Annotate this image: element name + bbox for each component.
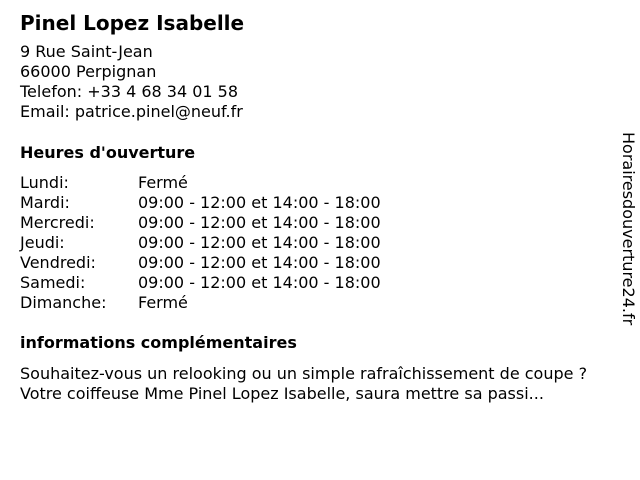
day-hours: Fermé [138,293,188,312]
day-hours: 09:00 - 12:00 et 14:00 - 18:00 [138,213,381,232]
business-card [20,10,610,404]
day-hours: 09:00 - 12:00 et 14:00 - 18:00 [138,253,381,272]
day-label: Mardi: [20,193,70,212]
address-street: 9 Rue Saint-Jean [20,42,153,61]
hours-row [20,253,610,273]
hours-table [20,173,610,313]
hours-heading: Heures d'ouverture [20,143,196,162]
day-label: Dimanche: [20,293,107,312]
hours-row [20,213,610,233]
contact-block [20,42,610,122]
hours-row [20,173,610,193]
hours-row [20,293,610,313]
day-label: Lundi: [20,173,69,192]
day-label: Jeudi: [20,233,65,252]
day-label: Vendredi: [20,253,96,272]
info-heading: informations complémentaires [20,333,297,352]
day-label: Samedi: [20,273,86,292]
day-hours: 09:00 - 12:00 et 14:00 - 18:00 [138,233,381,252]
hours-row [20,233,610,253]
business-name: Pinel Lopez Isabelle [20,11,245,35]
phone-line: Telefon: +33 4 68 34 01 58 [20,82,239,101]
day-hours: Fermé [138,173,188,192]
hours-row [20,273,610,293]
day-label: Mercredi: [20,213,95,232]
day-hours: 09:00 - 12:00 et 14:00 - 18:00 [138,273,381,292]
brand-watermark: Horairesdouverture24.fr [619,132,638,326]
address-city: 66000 Perpignan [20,62,157,81]
day-hours: 09:00 - 12:00 et 14:00 - 18:00 [138,193,381,212]
hours-row [20,193,610,213]
info-description: Souhaitez-vous un relooking ou un simple rafraîchissement de coupe ? Votre coiffeuse Mme Pinel Lopez Isabelle, saura mettre sa passi... [20,364,588,403]
email-line: Email: patrice.pinel@neuf.fr [20,102,243,121]
